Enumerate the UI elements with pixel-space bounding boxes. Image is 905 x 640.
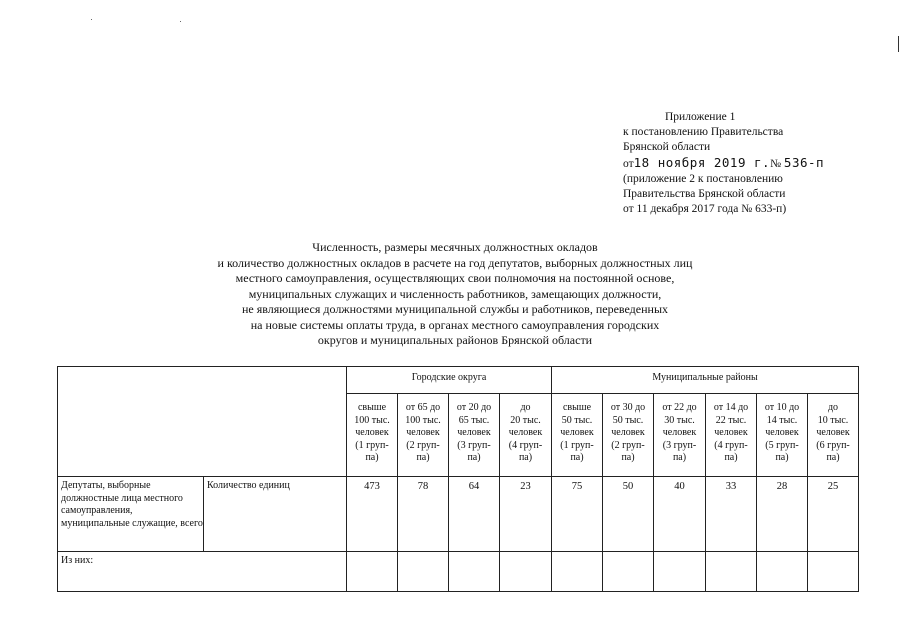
title-line: местного самоуправления, осуществляющих свои полномочия на постоянной основе, (235, 271, 675, 285)
header-city-group-3: от 20 до 65 тыс. человек (3 груп- па) (449, 394, 500, 477)
appendix-line-ref1: (приложение 2 к постановлению (623, 173, 783, 185)
title-line: муниципальных служащих и численность работников, замещающих должности, (248, 286, 662, 301)
appendix-number-value: 536-п (783, 155, 825, 170)
header-district-group-5: от 10 до 14 тыс. человек (5 груп- па) (757, 394, 808, 477)
empty-cell (347, 552, 398, 592)
table-row-total (58, 477, 859, 552)
header-city-group-1: свыше 100 тыс. человек (1 груп- па) (347, 394, 398, 477)
scan-speck (91, 19, 92, 20)
empty-cell (500, 552, 552, 592)
appendix-number-prefix: № (770, 158, 782, 170)
title-line: и количество должностных окладов в расчете на год депутатов, выборных должностных лиц (217, 255, 693, 270)
empty-cell (449, 552, 500, 592)
header-city-group-2: от 65 до 100 тыс. человек (2 груп- па) (398, 394, 449, 477)
scan-margin-mark (898, 36, 899, 52)
table-row-of-them (58, 552, 859, 592)
row-label-officials-total: Депутаты, выборные должностные лица местного самоуправления, муниципальные служащие, всего (58, 477, 204, 552)
row-label-of-them: Из них: (58, 552, 347, 592)
header-city-group-4: до 20 тыс. человек (4 груп- па) (500, 394, 552, 477)
appendix-title: Приложение 1 (665, 111, 736, 123)
appendix-date-line (623, 155, 824, 172)
appendix-line-resolution: к постановлению Правительства (623, 126, 784, 138)
empty-cell (757, 552, 808, 592)
header-district-group-2: от 30 до 50 тыс. человек (2 груп- па) (603, 394, 654, 477)
appendix-line-ref3: от 11 декабря 2017 года № 633-п) (623, 203, 787, 215)
data-table (57, 366, 859, 592)
header-city-districts: Городские округа (347, 367, 552, 394)
value-city-group-2: 78 (398, 477, 449, 552)
empty-cell (654, 552, 706, 592)
document-title (130, 240, 780, 349)
value-city-group-4: 23 (500, 477, 552, 552)
title-line: на новые системы оплаты труда, в органах местного самоуправления городских (250, 317, 660, 332)
empty-cell (398, 552, 449, 592)
header-district-group-4: от 14 до 22 тыс. человек (4 груп- па) (706, 394, 757, 477)
table-corner-cell (58, 367, 347, 477)
empty-cell (603, 552, 654, 592)
empty-cell (552, 552, 603, 592)
value-city-group-3: 64 (449, 477, 500, 552)
value-city-group-1: 473 (347, 477, 398, 552)
value-district-group-1: 75 (552, 477, 603, 552)
appendix-date-prefix: от (623, 158, 634, 170)
appendix-block (623, 110, 824, 217)
row-sublabel-unit-count: Количество единиц (204, 477, 347, 552)
value-district-group-6: 25 (808, 477, 859, 552)
header-municipal-districts: Муниципальные районы (552, 367, 859, 394)
value-district-group-5: 28 (757, 477, 808, 552)
header-district-group-3: от 22 до 30 тыс. человек (3 груп- па) (654, 394, 706, 477)
value-district-group-4: 33 (706, 477, 757, 552)
appendix-line-region: Брянской области (623, 141, 711, 153)
appendix-date-value: 18 ноября 2019 г. (633, 155, 771, 170)
title-line: не являющиеся должностями муниципальной службы и работников, переведенных (241, 302, 669, 316)
value-district-group-3: 40 (654, 477, 706, 552)
header-district-group-1: свыше 50 тыс. человек (1 груп- па) (552, 394, 603, 477)
appendix-line-ref2: Правительства Брянской области (623, 188, 786, 200)
empty-cell (706, 552, 757, 592)
scan-speck (180, 21, 181, 22)
value-district-group-2: 50 (603, 477, 654, 552)
header-district-group-6: до 10 тыс. человек (6 груп- па) (808, 394, 859, 477)
title-line: Численность, размеры месячных должностных окладов (312, 240, 598, 254)
empty-cell (808, 552, 859, 592)
title-line: округов и муниципальных районов Брянской области (317, 333, 593, 347)
